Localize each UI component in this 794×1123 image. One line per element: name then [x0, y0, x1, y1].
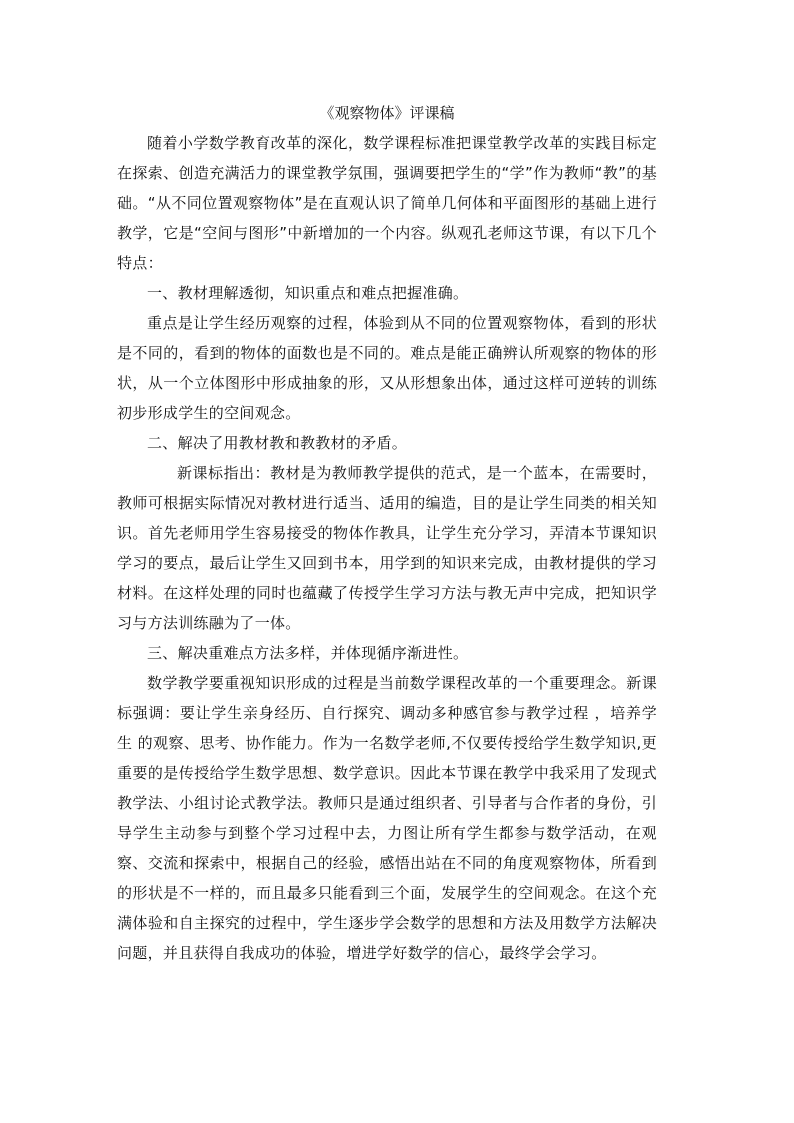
section-heading-1: 一、教材理解透彻，知识重点和难点把握准确。	[147, 284, 469, 302]
section-heading-3: 三、解决重难点方法多样，并体现循序渐进性。	[147, 644, 469, 662]
section-3-paragraph: 数学教学要重视知识形成的过程是当前数学课程改革的一个重要理念。新课标强调：要让学生亲身经历、自行探究、调动多种感官参与教学过程 ，培养学生 的观察、思考、协作能力。作为一名数学老师,不仅要传授给学生数学知识,更重要的是传授给学生数学思想、数学意识。因此本节课在教学中我采用了发现式教学法、小组讨论式教学法。教师只是通过组织者、引导者与合作者的身份，引导学生主动参与到整个学习过程中去，力图让所有学生都参与数学活动，在观察、交流和探索中，根据自己的经验，感悟出站在不同的角度观察物体，所看到的形状是不一样的，而且最多只能看到三个面，发展学生的空间观念。在这个充满体验和自主探究的过程中，学生逐步学会数学的思想和方法及用数学方法解决问题，并且获得自我成功的体验，增进学好数学的信心，最终学会学习。	[117, 674, 657, 962]
document-page	[117, 98, 657, 968]
section-heading-2: 二、解决了用教材教和教教材的矛盾。	[147, 434, 408, 452]
intro-paragraph: 随着小学数学教育改革的深化，数学课程标准把课堂教学改革的实践目标定在探索、创造充满活力的课堂教学氛围，强调要把学生的“学”作为教师“教”的基础。“从不同位置观察物体”是在直观认识了简单几何体和平面图形的基础上进行教学，它是“空间与图形”中新增加的一个内容。纵观孔老师这节课，有以下几个特点：	[117, 134, 657, 272]
section-1-paragraph: 重点是让学生经历观察的过程，体验到从不同的位置观察物体，看到的形状是不同的，看到的物体的面数也是不同的。难点是能正确辨认所观察的物体的形状，从一个立体图形中形成抽象的形，又从形想象出体，通过这样可逆转的训练初步形成学生的空间观念。	[117, 314, 657, 422]
document-title: 《观察物体》评课稿	[319, 104, 455, 122]
section-2-paragraph: 新课标指出：教材是为教师教学提供的范式，是一个蓝本，在需要时，教师可根据实际情况对教材进行适当、适用的编造，目的是让学生同类的相关知识。首先老师用学生容易接受的物体作教具，让学生充分学习，弄清本节课知识学习的要点，最后让学生又回到书本，用学到的知识来完成，由教材提供的学习材料。在这样处理的同时也蕴藏了传授学生学习方法与教无声中完成，把知识学习与方法训练融为了一体。	[117, 464, 657, 632]
